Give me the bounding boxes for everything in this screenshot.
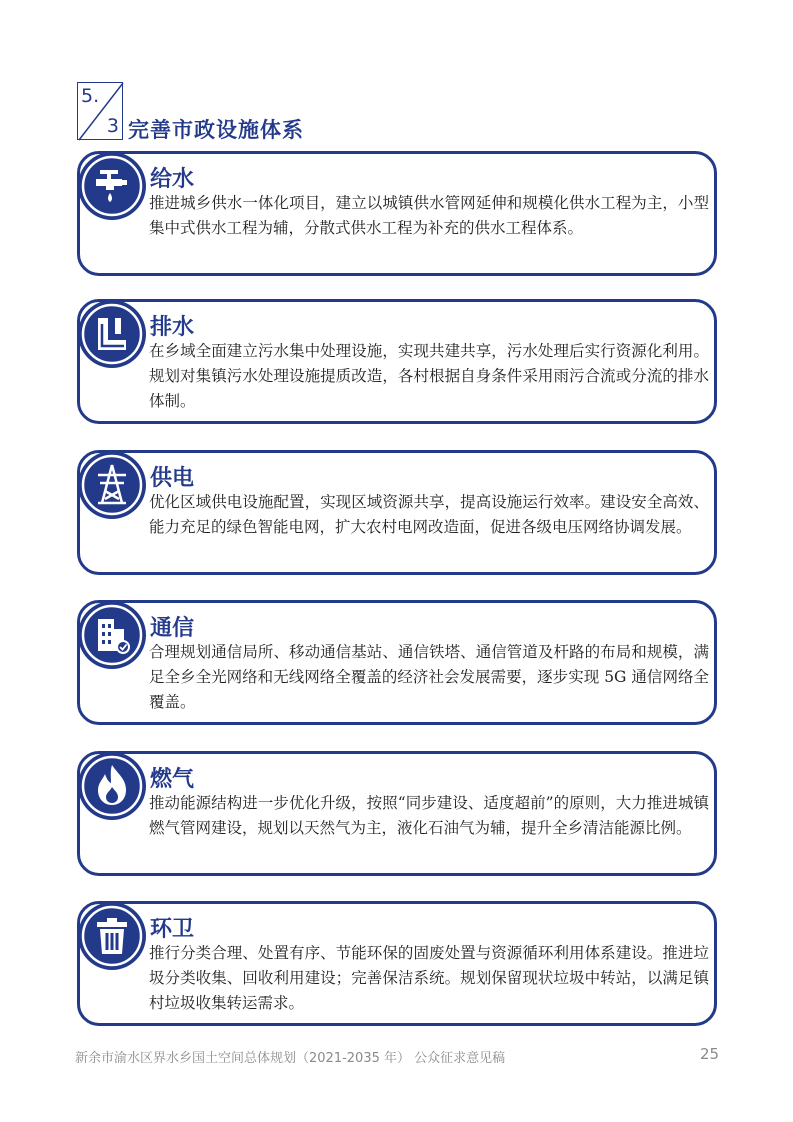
section-number-bottom: 3 bbox=[106, 115, 119, 137]
card-telecom bbox=[77, 600, 717, 725]
trash-bin-icon bbox=[78, 902, 146, 970]
telecom-building-icon bbox=[78, 601, 146, 669]
power-tower-icon bbox=[78, 451, 146, 519]
card-title: 供电 bbox=[150, 466, 195, 491]
section-title: 完善市政设施体系 bbox=[128, 118, 304, 142]
footer-document-title: 新余市渝水区界水乡国土空间总体规划（2021-2035 年） 公众征求意见稿 bbox=[75, 1051, 506, 1066]
card-sanitation bbox=[77, 901, 717, 1026]
card-water-supply bbox=[77, 151, 717, 276]
card-body: 优化区域供电设施配置，实现区域资源共享，提高设施运行效率。建设安全高效、能力充足的绿色智能电网，扩大农村电网改造面，促进各级电压网络协调发展。 bbox=[149, 493, 709, 536]
card-title: 排水 bbox=[150, 315, 195, 340]
card-body: 在乡域全面建立污水集中处理设施，实现共建共享，污水处理后实行资源化利用。规划对集镇污水处理设施提质改造，各村根据自身条件采用雨污合流或分流的排水体制。 bbox=[149, 342, 709, 410]
card-title: 通信 bbox=[150, 616, 195, 641]
section-number-top: 5. bbox=[81, 85, 100, 107]
card-title: 给水 bbox=[150, 167, 195, 192]
card-drainage bbox=[77, 299, 717, 424]
card-gas bbox=[77, 751, 717, 876]
section-number-box bbox=[77, 82, 123, 140]
flame-icon bbox=[78, 752, 146, 820]
card-title: 环卫 bbox=[150, 917, 195, 942]
card-body: 合理规划通信局所、移动通信基站、通信铁塔、通信管道及杆路的布局和规模，满足全乡全光网络和无线网络全覆盖的经济社会发展需要，逐步实现 5G 通信网络全覆盖。 bbox=[149, 643, 709, 711]
card-power-supply bbox=[77, 450, 717, 575]
card-body: 推动能源结构进一步优化升级，按照“同步建设、适度超前”的原则，大力推进城镇燃气管网建设，规划以天然气为主，液化石油气为辅，提升全乡清洁能源比例。 bbox=[149, 794, 709, 837]
drainage-pipe-icon bbox=[78, 300, 146, 368]
page-number: 25 bbox=[700, 1045, 720, 1063]
card-body: 推行分类合理、处置有序、节能环保的固废处置与资源循环利用体系建设。推进垃圾分类收集、回收利用建设；完善保洁系统。规划保留现状垃圾中转站，以满足镇村垃圾收集转运需求。 bbox=[149, 944, 709, 1012]
card-title: 燃气 bbox=[150, 767, 195, 792]
water-tap-icon bbox=[78, 152, 146, 220]
card-body: 推进城乡供水一体化项目，建立以城镇供水管网延伸和规模化供水工程为主，小型集中式供水工程为辅，分散式供水工程为补充的供水工程体系。 bbox=[149, 194, 709, 237]
